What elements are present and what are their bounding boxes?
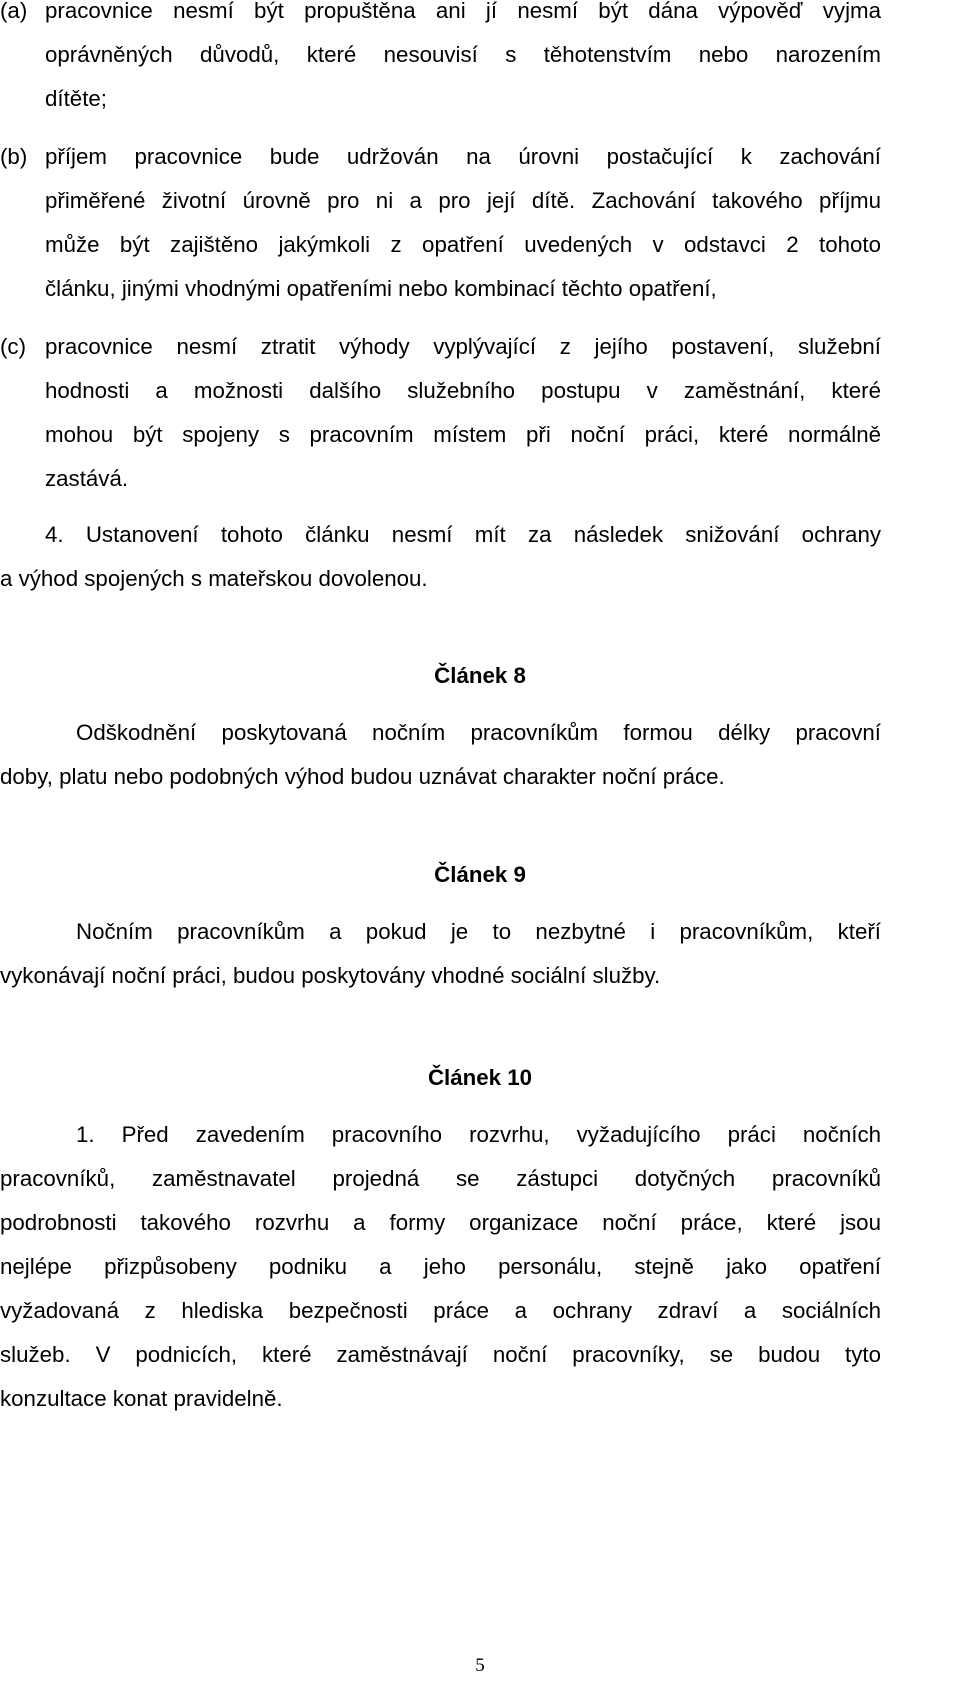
list-item-a-line-3: dítěte;: [45, 86, 107, 111]
article-10-line-1: 1. Před zavedením pracovního rozvrhu, vyžadujícího práci nočních: [76, 1122, 881, 1147]
list-item-b-line-4: článku, jinými vhodnými opatřeními nebo kombinací těchto opatření,: [45, 276, 717, 301]
article-10-heading: Článek 10: [427, 1065, 533, 1090]
list-item-c-line-1: pracovnice nesmí ztratit výhody vyplývající z jejího postavení, služební: [45, 334, 881, 359]
list-item-c-line-4: zastává.: [45, 466, 129, 491]
list-item-b-line-3: může být zajištěno jakýmkoli z opatření uvedených v odstavci 2 tohoto: [45, 232, 881, 257]
paragraph-4-line-1: 4. Ustanovení tohoto článku nesmí mít za následek snižování ochrany: [45, 522, 881, 547]
article-10-line-3: podrobnosti takového rozvrhu a formy organizace noční práce, které jsou: [0, 1210, 881, 1235]
list-item-c-line-3: mohou být spojeny s pracovním místem při noční práci, které normálně: [45, 422, 881, 447]
article-9-line-1: Nočním pracovníkům a pokud je to nezbytné i pracovníkům, kteří: [76, 919, 881, 944]
article-8-line-2: doby, platu nebo podobných výhod budou uznávat charakter noční práce.: [0, 764, 725, 789]
list-marker-c: (c): [0, 334, 26, 359]
list-item-b-line-1: příjem pracovnice bude udržován na úrovni postačující k zachování: [45, 144, 881, 169]
list-item-a-line-2: oprávněných důvodů, které nesouvisí s těhotenstvím nebo narozením: [45, 42, 881, 67]
article-8-heading: Článek 8: [434, 663, 526, 688]
page-number: 5: [475, 1655, 485, 1676]
list-marker-b: (b): [0, 144, 28, 169]
article-9-line-2: vykonávají noční práci, budou poskytovány vhodné sociální služby.: [0, 963, 661, 988]
list-item-b-line-2: přiměřené životní úrovně pro ni a pro její dítě. Zachování takového příjmu: [45, 188, 881, 213]
paragraph-4-line-2: a výhod spojených s mateřskou dovolenou.: [0, 566, 428, 591]
article-8-line-1: Odškodnění poskytovaná nočním pracovníkům formou délky pracovní: [76, 720, 881, 745]
article-10-line-5: vyžadovaná z hlediska bezpečnosti práce a ochrany zdraví a sociálních: [0, 1298, 881, 1323]
article-10-line-2: pracovníků, zaměstnavatel projedná se zástupci dotyčných pracovníků: [0, 1166, 881, 1191]
article-9-heading: Článek 9: [434, 862, 526, 887]
list-item-a-line-1: pracovnice nesmí být propuštěna ani jí nesmí být dána výpověď vyjma: [45, 0, 881, 23]
list-marker-a: (a): [0, 0, 28, 23]
article-10-line-4: nejlépe přizpůsobeny podniku a jeho personálu, stejně jako opatření: [0, 1254, 881, 1279]
article-10-line-7: konzultace konat pravidelně.: [0, 1386, 283, 1411]
article-10-line-6: služeb. V podnicích, které zaměstnávají noční pracovníky, se budou tyto: [0, 1342, 881, 1367]
list-item-c-line-2: hodnosti a možnosti dalšího služebního postupu v zaměstnání, které: [45, 378, 881, 403]
